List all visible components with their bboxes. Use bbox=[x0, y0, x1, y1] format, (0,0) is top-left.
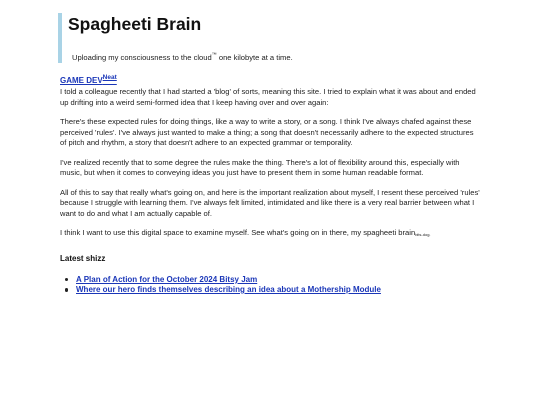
latest-heading: Latest shizz bbox=[60, 253, 106, 263]
paragraph-closing-text: I think I want to use this digital space to examine myself. See what's going on in there, my spagheeti brain bbox=[60, 228, 416, 238]
post-link-bitsy-jam[interactable]: A Plan of Action for the October 2024 Bitsy Jam bbox=[76, 274, 258, 284]
tagline-text: Uploading my consciousness to the cloud bbox=[72, 53, 212, 62]
paragraph-closing bbox=[60, 228, 480, 241]
tag-sup: Neat bbox=[102, 74, 117, 81]
tiny-text: bits-dog. bbox=[415, 232, 431, 238]
paragraph: There's these expected rules for doing things, like a way to write a story, or a song. I think I've always chafed against these perceived 'rules'. I've always just wanted to make a thing; a song that doesn't necessarily adhere to the expected structures of pitch and rhythm, a story that doesn't adhere to an expected grammar or temporality. bbox=[60, 116, 474, 148]
post-link-mothership-module[interactable]: Where our hero finds themselves describing an idea about a Mothership Module bbox=[76, 284, 381, 294]
tagline-text-end: one kilobyte at a time. bbox=[216, 53, 293, 62]
site-tagline bbox=[72, 52, 293, 62]
site-title: Spagheeti Brain bbox=[68, 14, 202, 34]
list-item bbox=[76, 285, 480, 295]
latest-post-list bbox=[60, 275, 480, 295]
post-tag-line bbox=[60, 73, 480, 87]
paragraph: All of this to say that really what's going on, and here is the important realization about myself, I resent these perceived 'rules' because I struggle with learning them. I've always felt limited, intimidated and like there is a very real barrier between what I want to do and what I am actually capable of. bbox=[60, 187, 480, 218]
paragraph: I've realized recently that to some degree the rules make the thing. There's a lot of flexibility around this, especially with music, but when it comes to conveying ideas you just have to present them in some human readable format. bbox=[60, 157, 460, 178]
paragraph: I told a colleague recently that I had started a 'blog' of sorts, meaning this site. I tried to explain what it was about and ended up drifting into a weird semi-formed idea that I keep having over and over again: bbox=[60, 87, 476, 107]
list-item bbox=[76, 275, 480, 285]
tag-label: GAME DEV bbox=[60, 76, 103, 85]
site-header bbox=[58, 13, 480, 63]
trademark-symbol: ™ bbox=[211, 52, 217, 58]
post-content bbox=[60, 87, 480, 241]
tag-link-game-dev[interactable] bbox=[60, 76, 117, 85]
page-container bbox=[60, 13, 480, 295]
